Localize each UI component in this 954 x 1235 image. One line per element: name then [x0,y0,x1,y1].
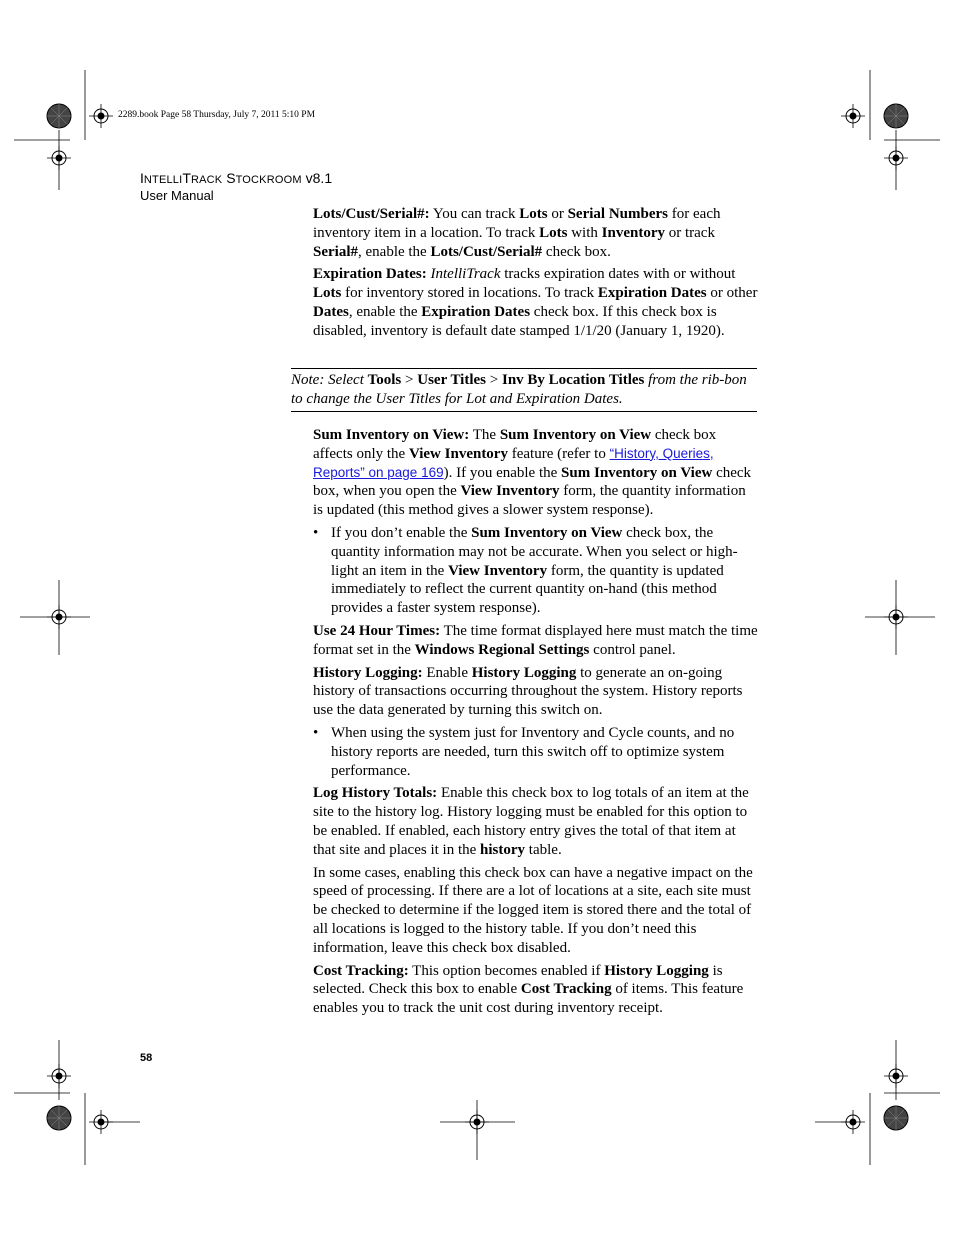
section-top [313,205,758,341]
history-queries-reports-link[interactable]: “History, Queries, Reports” on page 169 [313,445,714,480]
paragraph-expiration-dates: Expiration Dates: IntelliTrack tracks expiration dates with or without Lots for inventory stored in locations. To track Expiration Dates or other Dates, enable the Expiration Dates check box. If this check box is disabled, inventory is default date stamped 1/1/20 (January 1, 1920). [313,266,758,339]
bullet-history-logging: • When using the system just for Inventory and Cycle counts, and no history reports are needed, turn this switch off to optimize system performance. [313,724,735,779]
bullet-dot: • [313,524,319,541]
paragraph-history-logging: History Logging: Enable History Logging to generate an on-going history of transactions occurring throughout the system. History reports use the data generated by turning this switch on. [313,664,743,719]
paragraph-log-history-totals: Log History Totals: Enable this check box to log totals of an item at the site to the history log. History logging must be enabled for this option to be enabled. If enabled, each history entry gives the total of that item at that site and places it in the history table. [313,785,749,858]
note-box: Note: Select Tools > User Titles > Inv By Location Titles from the rib-bon to change the User Titles for Lot and Expiration Dates. [291,368,757,412]
bullet-sum-inventory: • If you don’t enable the Sum Inventory on View check box, the quantity information may not be accurate. When you select or high-light an item in the View Inventory form, the quantity is updated immediately to reflect the current quantity on-hand (this method provides a faster system response). [313,524,738,617]
paragraph-lots-cust-serial: Lots/Cust/Serial#: You can track Lots or Serial Numbers for each inventory item in a location. To track Lots with Inventory or track Serial#, enable the Lots/Cust/Serial# check box. [313,206,721,260]
section-main [313,426,758,1018]
print-slug: 2289.book Page 58 Thursday, July 7, 2011 5:10 PM [118,110,316,120]
paragraph-cost-tracking: Cost Tracking: This option becomes enabled if History Logging is selected. Check this box to enable Cost Tracking of items. This feature enables you to track the unit cost during inventory receipt. [313,962,744,1017]
bullet-dot: • [313,724,319,741]
page-number: 58 [140,1052,153,1064]
paragraph-performance-impact: In some cases, enabling this check box can have a negative impact on the speed of processing. If there are a lot of locations at a site, each site must be checked to determine if the logged item is stored there and the total of all locations is logged to the history table. If you don’t need this information, leave this check box disabled. [313,864,753,956]
running-header-title: INTELLITRACK STOCKROOM v8.1 [140,170,333,186]
paragraph-sum-inventory: Sum Inventory on View: The Sum Inventory on View check box affects only the View Inventory feature (refer to “History, Queries, Reports” on page 169). If you enable the Sum Inventory on View check box, when you open the View Inventory form, the quantity information is updated (this method gives a slower system response). [313,427,752,519]
running-header-subtitle: User Manual [140,188,214,203]
paragraph-24-hour-times: Use 24 Hour Times: The time format displayed here must match the time format set in the Windows Regional Settings control panel. [313,622,758,658]
